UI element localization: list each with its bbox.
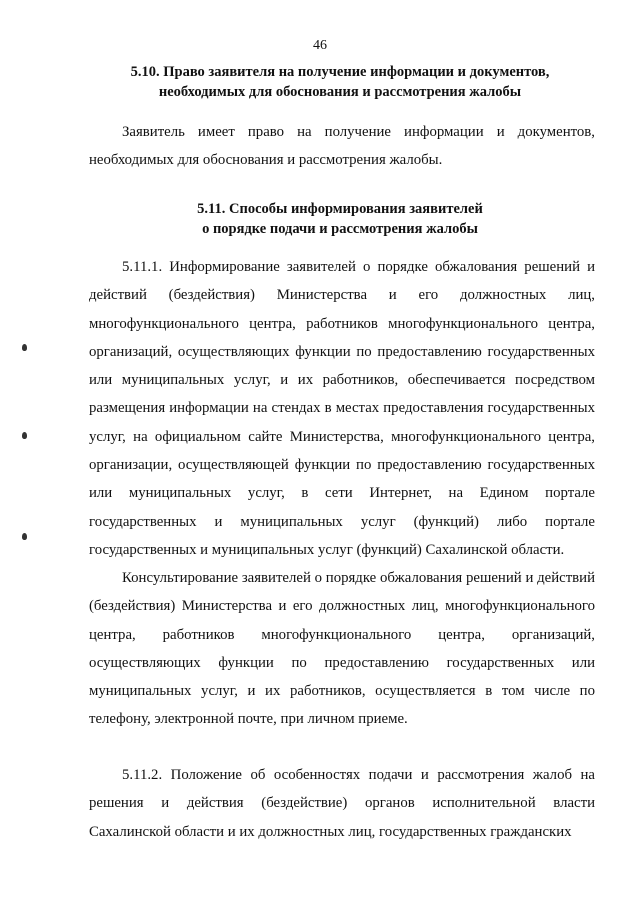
section-5-10-heading-line-1: 5.10. Право заявителя на получение информации и документов,: [130, 64, 550, 80]
scan-mark: [22, 533, 27, 540]
section-5-11-heading: [80, 199, 600, 239]
section-5-11-1-paragraph: 5.11.1. Информирование заявителей о порядке обжалования решений и действий (бездействия) Министерства и его должностных лиц, многофункционального центра, работников многофункционального центра, организаций, осуществляющих функции по предоставлению государственных или муниципальных услуг, и их работников, обеспечивается посредством размещения информации на стендах в местах предоставления государственных услуг, на официальном сайте Министерства, многофункционального центра, организации, осуществляющей функции по предоставлению государственных или муниципальных услуг, в сети Интернет, на Едином портале государственных и муниципальных услуг (функций) либо портале государственных и муниципальных услуг (функций) Сахалинской области.: [89, 259, 595, 558]
scan-mark: [22, 344, 27, 351]
section-5-10-heading: [80, 62, 600, 102]
section-5-11-heading-line-1: 5.11. Способы информирования заявителей: [197, 201, 483, 217]
consultation-paragraph: Консультирование заявителей о порядке обжалования решений и действий (бездействия) Министерства и его должностных лиц, многофункционального центра, работников многофункционального центра, организаций, осуществляющих функции по предоставлению государственных или муниципальных услуг, и их работников, осуществляется в том числе по телефону, электронной почте, при личном приеме.: [89, 570, 595, 728]
section-5-10-heading-line-2: необходимых для обоснования и рассмотрения жалобы: [158, 84, 522, 100]
page-number: 46: [313, 38, 327, 53]
scan-mark: [22, 432, 27, 439]
section-5-10-paragraph: Заявитель имеет право на получение информации и документов, необходимых для обоснования и рассмотрения жалобы.: [89, 124, 595, 169]
section-5-11-heading-line-2: о порядке подачи и рассмотрения жалобы: [202, 221, 478, 237]
section-5-11-2-paragraph: 5.11.2. Положение об особенностях подачи и рассмотрения жалоб на решения и действия (бездействие) органов исполнительной власти Сахалинской области и их должностных лиц, государственных гражданских: [89, 767, 595, 840]
